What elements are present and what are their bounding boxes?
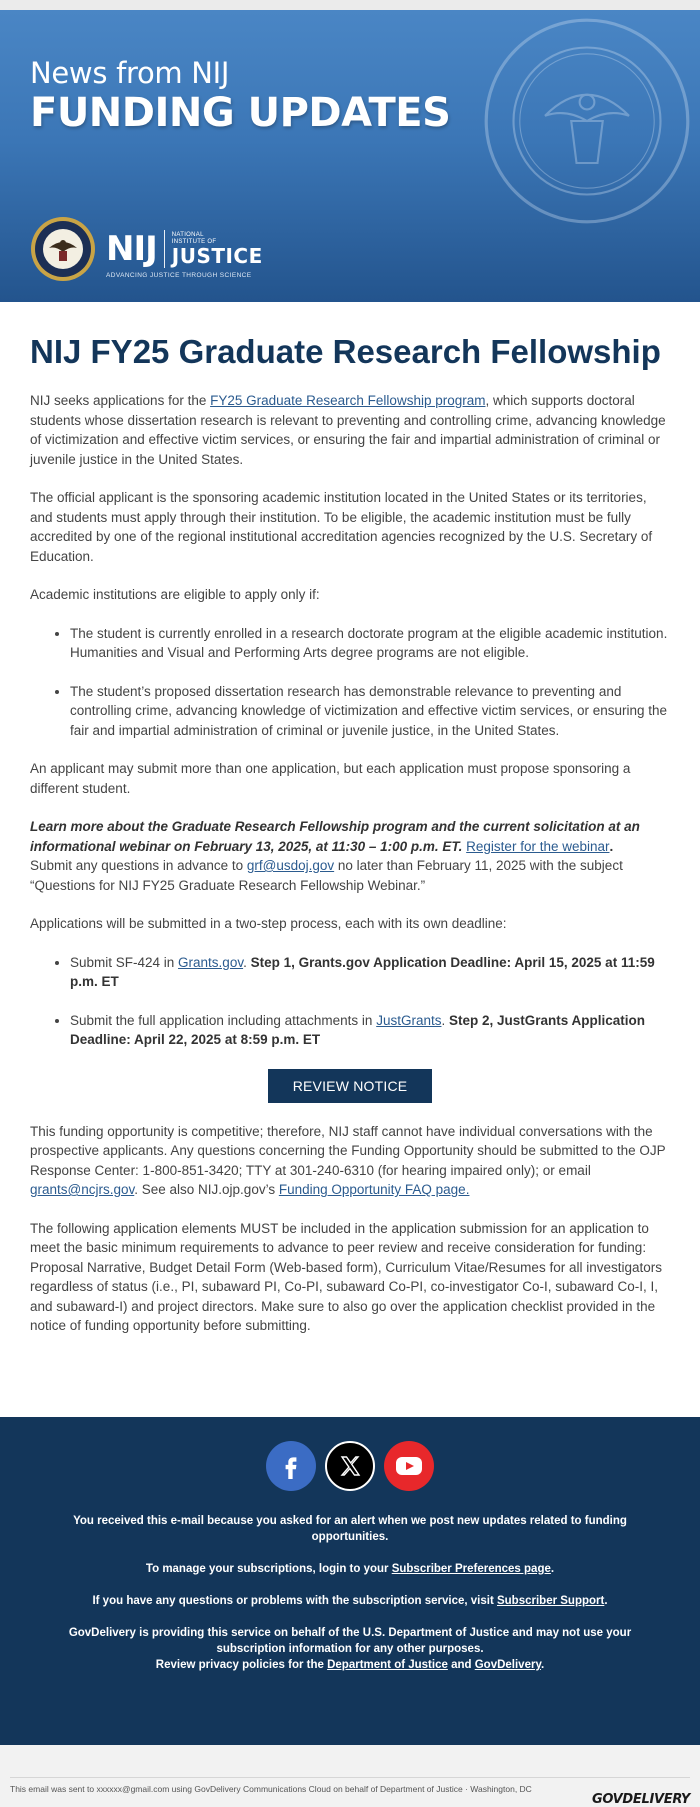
webinar-lead: Learn more about the Graduate Research Fellowship program and the current solicitation at an informational webinar on February 13, 2025, at 11:30 – 1:00 p.m. ET.: [30, 819, 640, 854]
ncjrs-email-link[interactable]: grants@ncjrs.gov: [30, 1182, 135, 1197]
privacy-text: Review privacy policies for the: [155, 1659, 328, 1671]
govdelivery-privacy-link[interactable]: GovDelivery: [474, 1659, 541, 1671]
list-item: [70, 953, 670, 992]
grf-email-link[interactable]: grf@usdoj.gov: [246, 858, 335, 873]
nij-institute: INSTITUTE OF: [171, 239, 217, 245]
bottom-gap: [0, 1745, 700, 1777]
footer-support: [40, 1593, 660, 1609]
webinar-period: .: [609, 838, 614, 854]
footer: [0, 1417, 700, 1745]
doj-seal-watermark-icon: [482, 16, 692, 226]
nij-wordmark: NIJ: [106, 229, 157, 269]
competitive-text: This funding opportunity is competitive; therefore, NIJ staff cannot have individual conversations with the prospective applicants. Any questions concerning the Funding Opportunity should be submitted to the OJP Response Center: 1-800-851-3420; TTY at 301-240-6310 (for hearing impaired only); or email: [30, 1123, 666, 1178]
intro-text-2: , which supports doctoral students whose dissertation research is relevant to preventing and controlling crime, advancing knowledge of victimization and effective victim services, or ensuring the fair and impartial administration of criminal or juvenile justice in the United States.: [30, 393, 666, 467]
support-text: If you have any questions or problems with the subscription service, visit: [92, 1595, 497, 1607]
grants-gov-link[interactable]: Grants.gov: [178, 954, 244, 970]
doj-seal-icon: [30, 216, 96, 282]
nij-tagline: ADVANCING JUSTICE THROUGH SCIENCE: [106, 272, 252, 279]
intro-text-1: NIJ seeks applications for the: [30, 393, 211, 408]
justgrants-link[interactable]: JustGrants: [376, 1012, 442, 1028]
nij-stack: [172, 232, 263, 266]
nij-national: NATIONAL: [171, 232, 204, 238]
doj-privacy-link[interactable]: Department of Justice: [327, 1659, 448, 1671]
banner-headline: FUNDING UPDATES: [30, 90, 451, 136]
subscriber-preferences-link[interactable]: Subscriber Preferences page: [391, 1563, 551, 1575]
step2-deadline: Step 2, JustGrants Application Deadline: April 22, 2025 at 8:59 p.m. ET: [70, 1012, 646, 1047]
step2-text: Submit the full application including attachments in: [70, 1012, 377, 1028]
step1-text: Submit SF-424 in: [70, 954, 179, 970]
support-after: .: [604, 1595, 608, 1607]
social-links: [0, 1441, 700, 1491]
facebook-icon[interactable]: [266, 1441, 316, 1491]
register-webinar-link[interactable]: Register for the webinar: [466, 838, 610, 854]
steps-list: [70, 953, 670, 1050]
manage-text: To manage your subscriptions, login to your: [145, 1563, 392, 1575]
eligibility-list: [70, 624, 670, 741]
footer-reason: You received this e-mail because you asked for an alert when we post new updates related to funding opportunities.: [73, 1515, 627, 1543]
list-item: [70, 1011, 670, 1050]
list-item: • The student is currently enrolled in a research doctorate program at the eligible academic institution. Humanities and Visual and Performing Arts degree programs are not eligible.: [70, 624, 670, 663]
nij-logo[interactable]: [30, 216, 263, 282]
competitive-paragraph: [30, 1122, 670, 1200]
intro-paragraph: [30, 391, 670, 469]
privacy-after: .: [540, 1659, 545, 1671]
header-banner: [0, 10, 700, 302]
footer-manage: [40, 1561, 660, 1577]
youtube-icon[interactable]: [384, 1441, 434, 1491]
subscriber-support-link[interactable]: Subscriber Support: [496, 1595, 605, 1607]
top-strip: [0, 0, 700, 10]
footer-govdelivery: [40, 1625, 660, 1673]
multiple-applications-paragraph: An applicant may submit more than one application, but each application must propose sponsoring a different student.: [30, 761, 631, 796]
legal-footer: [10, 1777, 690, 1807]
webinar-submit-after: no later than February 11, 2025 with the subject “Questions for NIJ FY25 Graduate Research Fellowship Webinar.”: [30, 858, 623, 893]
manage-after: .: [550, 1563, 555, 1575]
step2-mid: .: [441, 1012, 449, 1028]
nij-justice: JUSTICE: [171, 244, 263, 268]
step1-mid: .: [243, 954, 251, 970]
govdelivery-logo[interactable]: GOVDELIVERY: [592, 1792, 690, 1807]
webinar-paragraph: [30, 817, 670, 895]
review-button-wrap: [30, 1069, 670, 1103]
competitive-mid: . See also NIJ.ojp.gov’s: [134, 1182, 279, 1197]
review-notice-button[interactable]: REVIEW NOTICE: [268, 1069, 433, 1103]
webinar-submit-text: Submit any questions in advance to: [30, 858, 247, 873]
faq-page-link[interactable]: Funding Opportunity FAQ page.: [278, 1182, 470, 1197]
x-twitter-icon[interactable]: [325, 1441, 375, 1491]
nij-divider: [164, 230, 165, 268]
two-step-intro: Applications will be submitted in a two-step process, each with its own deadline:: [30, 916, 507, 931]
article-card: [0, 302, 700, 1417]
step1-deadline: Step 1, Grants.gov Application Deadline: April 15, 2025 at 11:59 p.m. ET: [70, 954, 655, 989]
banner-kicker: News from NIJ: [30, 56, 230, 90]
list-item: • The student’s proposed dissertation research has demonstrable relevance to preventing and controlling crime, advancing knowledge of victimization and effective victim services, or ensuring the fair and impartial administration of criminal or juvenile justice, in the United States.: [70, 682, 670, 741]
sent-to-notice: This email was sent to xxxxxx@gmail.com using GovDelivery Communications Cloud on behalf of Department of Justice · Washington, DC: [10, 1784, 532, 1794]
article-title: NIJ FY25 Graduate Research Fellowship: [30, 333, 661, 370]
privacy-and: and: [447, 1659, 475, 1671]
eligibility-intro: Academic institutions are eligible to apply only if:: [30, 587, 320, 602]
grf-program-link[interactable]: FY25 Graduate Research Fellowship program: [210, 393, 486, 408]
applicant-paragraph: The official applicant is the sponsoring academic institution located in the United States or its territories, and students must apply through their institution. To be eligible, the academic institution must be fully accredited by one of the regional institutional accreditation agencies recognized by the U.S. Secretary of Education.: [30, 490, 653, 564]
gov-line: GovDelivery is providing this service on behalf of the U.S. Department of Justice and may not use your subscription information for any other purposes.: [68, 1627, 632, 1655]
requirements-paragraph: The following application elements MUST be included in the application submission for an application to meet the basic minimum requirements to advance to peer review and receive consideration for funding: Proposal Narrative, Budget Detail Form (Web-based form), Curriculum Vitae/Resumes for all investigators regardless of status (i.e., PI, subaward PI, Co-PI, subaward Co-PI, co-investigator Co-I, subaward Co-I, I, and subaward-I) and project directors. Make sure to also go over the application checklist provided in the notice of funding opportunity before submitting.: [30, 1220, 662, 1333]
